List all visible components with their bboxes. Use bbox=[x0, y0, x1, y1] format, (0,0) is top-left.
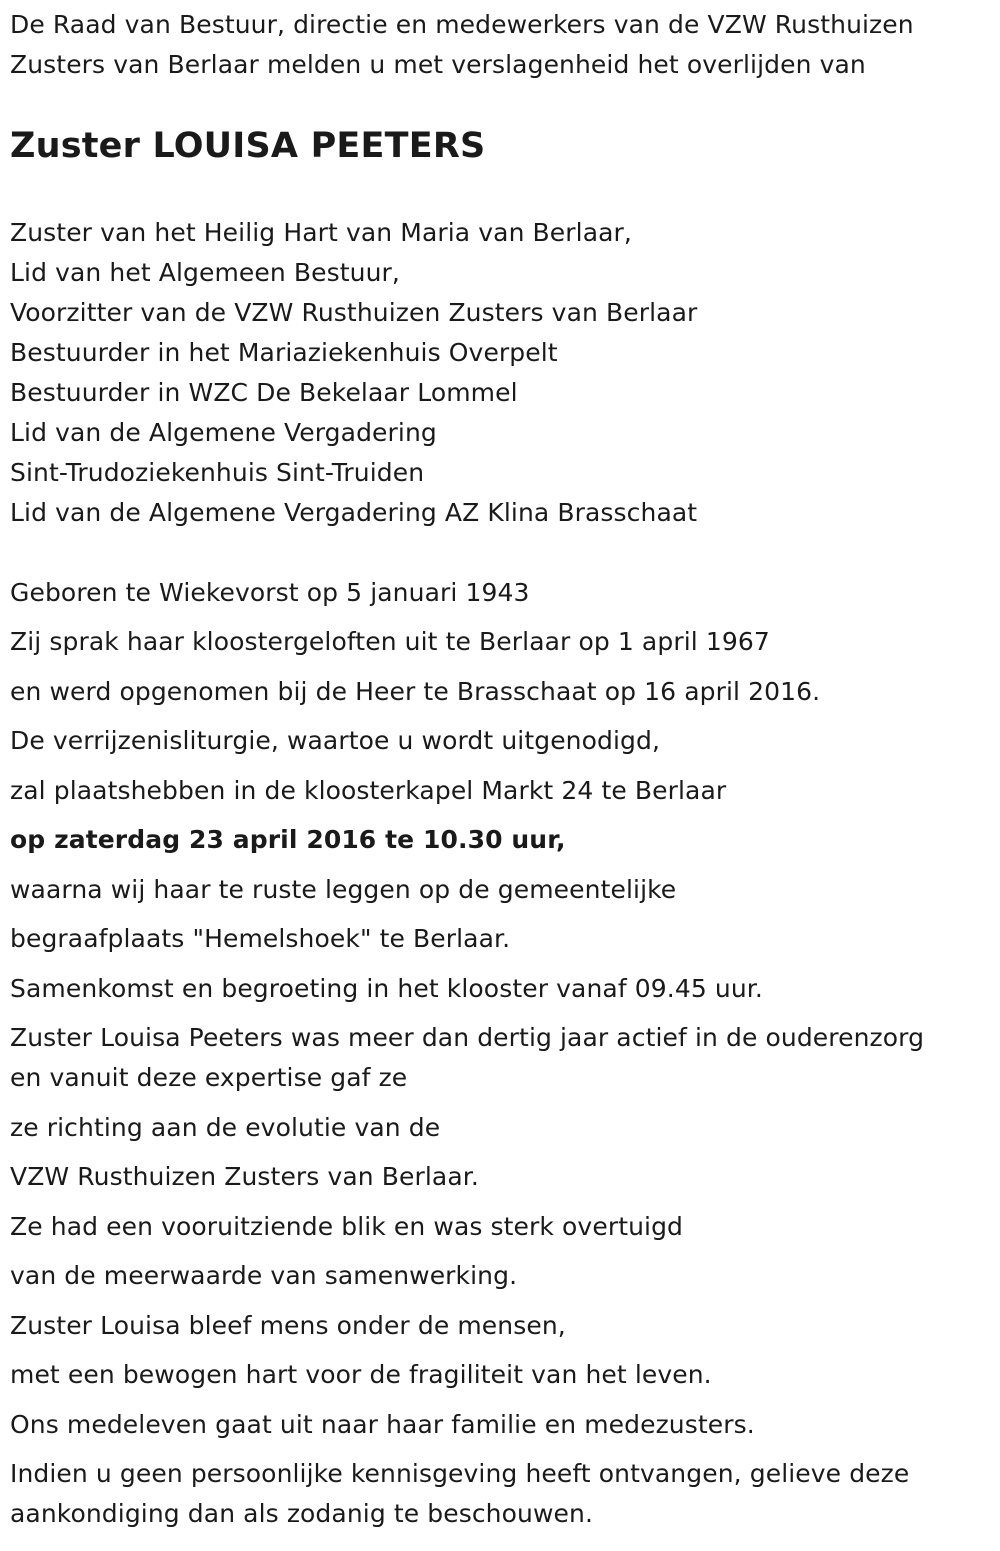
detail-line: Ons medeleven gaat uit naar haar familie en medezusters. bbox=[10, 1410, 755, 1439]
detail-line: van de meerwaarde van samenwerking. bbox=[10, 1261, 518, 1290]
detail-line: Indien u geen persoonlijke kennisgeving heeft ontvangen, gelieve deze bbox=[10, 1459, 910, 1488]
detail-line: Ze had een vooruitziende blik en was sterk overtuigd bbox=[10, 1212, 684, 1241]
detail-line: ze richting aan de evolutie van de bbox=[10, 1113, 441, 1142]
function-line: Bestuurder in het Mariaziekenhuis Overpelt bbox=[10, 338, 558, 367]
service-date-line: op zaterdag 23 april 2016 te 10.30 uur, bbox=[10, 825, 566, 854]
detail-line: Zuster Louisa bleef mens onder de mensen, bbox=[10, 1311, 566, 1340]
function-line: Bestuurder in WZC De Bekelaar Lommel bbox=[10, 378, 518, 407]
function-line: Voorzitter van de VZW Rusthuizen Zusters van Berlaar bbox=[10, 298, 698, 327]
detail-line: Geboren te Wiekevorst op 5 januari 1943 bbox=[10, 578, 530, 607]
detail-line: aankondiging dan als zodanig te beschouwen. bbox=[10, 1499, 593, 1528]
function-line: Zuster van het Heilig Hart van Maria van Berlaar, bbox=[10, 218, 632, 247]
detail-line: Zuster Louisa Peeters was meer dan dertig jaar actief in de ouderenzorg bbox=[10, 1023, 925, 1052]
function-line: Lid van de Algemene Vergadering AZ Klina Brasschaat bbox=[10, 498, 698, 527]
detail-line: Zij sprak haar kloostergeloften uit te Berlaar op 1 april 1967 bbox=[10, 627, 770, 656]
intro-line-2: Zusters van Berlaar melden u met verslagenheid het overlijden van bbox=[10, 50, 866, 79]
detail-line: en vanuit deze expertise gaf ze bbox=[10, 1063, 408, 1092]
detail-line: begraafplaats "Hemelshoek" te Berlaar. bbox=[10, 924, 511, 953]
detail-line: waarna wij haar te ruste leggen op de gemeentelijke bbox=[10, 875, 677, 904]
function-line: Lid van het Algemeen Bestuur, bbox=[10, 258, 400, 287]
function-line: Lid van de Algemene Vergadering bbox=[10, 418, 437, 447]
intro-line-1: De Raad van Bestuur, directie en medewerkers van de VZW Rusthuizen bbox=[10, 10, 914, 39]
detail-line: Samenkomst en begroeting in het klooster vanaf 09.45 uur. bbox=[10, 974, 763, 1003]
detail-line: De verrijzenisliturgie, waartoe u wordt uitgenodigd, bbox=[10, 726, 661, 755]
function-line: Sint-Trudoziekenhuis Sint-Truiden bbox=[10, 458, 425, 487]
detail-line: VZW Rusthuizen Zusters van Berlaar. bbox=[10, 1162, 479, 1191]
detail-line: zal plaatshebben in de kloosterkapel Markt 24 te Berlaar bbox=[10, 776, 727, 805]
deceased-name: Zuster LOUISA PEETERS bbox=[10, 126, 486, 166]
detail-line: met een bewogen hart voor de fragiliteit van het leven. bbox=[10, 1360, 712, 1389]
detail-line: en werd opgenomen bij de Heer te Brasschaat op 16 april 2016. bbox=[10, 677, 821, 706]
